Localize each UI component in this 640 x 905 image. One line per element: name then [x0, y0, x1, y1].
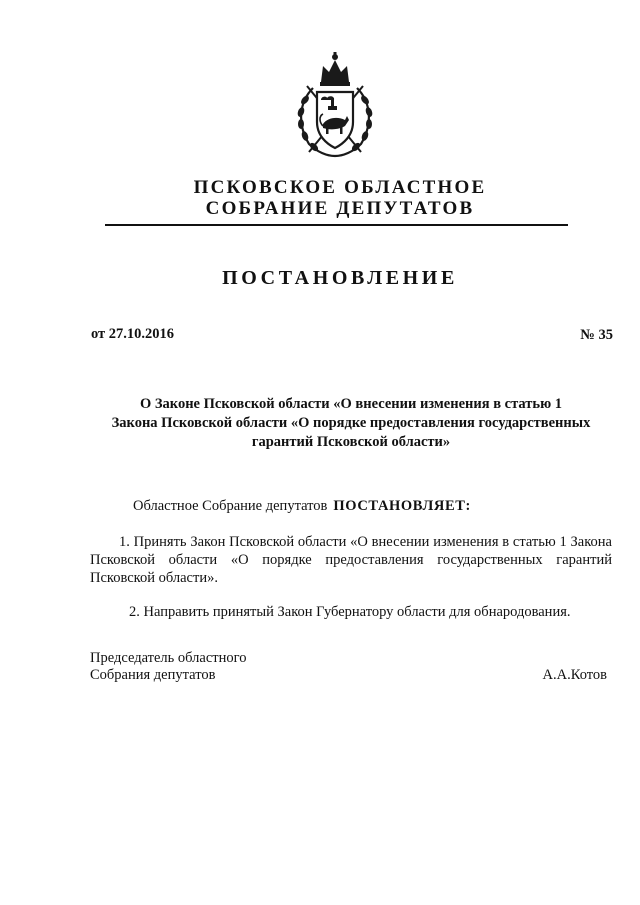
document-title-line3: гарантий Псковской области» — [251, 434, 451, 450]
signer-title-line1: Председатель областного — [90, 650, 247, 666]
pskov-region-coat-of-arms-icon — [287, 52, 383, 162]
document-date: от 27.10.2016 — [91, 326, 175, 342]
resolution-item-1: 1. Принять Закон Псковской области «О внесении изменения в статью 1 Закона Псковской области «О порядке предоставления государственных гарантий Псковской области». — [90, 534, 612, 586]
resolution-item-2: 2. Направить принятый Закон Губернатору области для обнародования. — [129, 604, 571, 620]
header-divider — [105, 224, 568, 226]
document-title-line2: Закона Псковской области «О порядке предоставления государственных — [111, 415, 591, 431]
document-title-line1: О Законе Псковской области «О внесении изменения в статью 1 — [139, 396, 563, 412]
org-name-line1: ПСКОВСКОЕ ОБЛАСТНОЕ — [193, 177, 487, 198]
document-number: № 35 — [580, 327, 613, 343]
signer-title-line2: Собрания депутатов — [90, 667, 216, 683]
org-name-line2: СОБРАНИЕ ДЕПУТАТОВ — [205, 198, 475, 219]
signer-name: А.А.Котов — [542, 667, 607, 683]
preamble-resolves: ПОСТАНОВЛЯЕТ: — [333, 498, 471, 514]
preamble — [133, 498, 471, 515]
document-title — [95, 395, 607, 452]
preamble-text: Областное Собрание депутатов — [133, 498, 328, 514]
document-type: ПОСТАНОВЛЕНИЕ — [222, 267, 458, 289]
signer-title — [90, 650, 246, 684]
